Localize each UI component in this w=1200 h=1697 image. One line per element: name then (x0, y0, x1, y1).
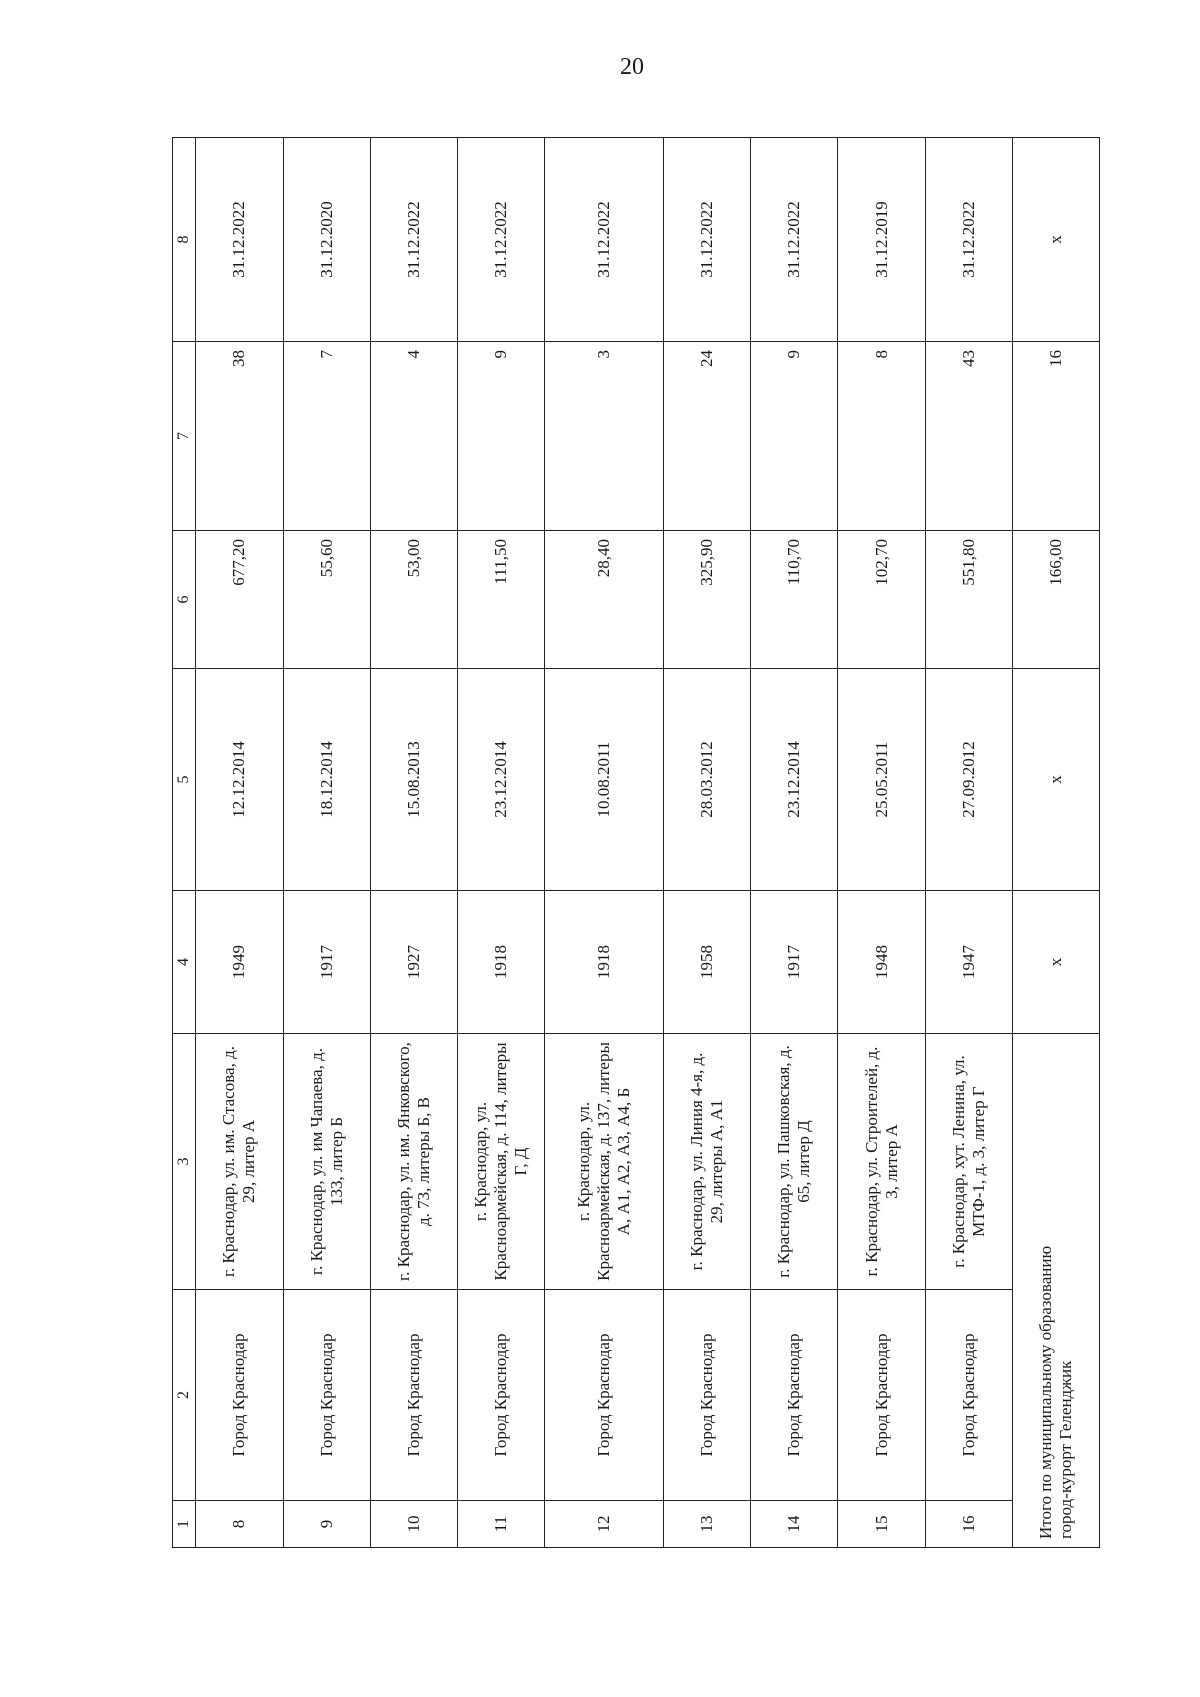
area-cell: 55,60 (283, 531, 370, 669)
table-row (751, 138, 838, 1548)
municipality-cell: Город Краснодар (283, 1290, 370, 1501)
total-deadline: x (1012, 138, 1099, 342)
area-cell: 102,70 (838, 531, 925, 669)
address-cell: г. Краснодар, ул. Красноармейская, д. 137, литеры А, А1, А2, А3, А4, Б (545, 1034, 664, 1290)
rotated-content (172, 138, 1100, 1548)
area-cell: 28,40 (545, 531, 664, 669)
count-cell: 3 (545, 342, 664, 531)
year-cell: 1927 (370, 891, 457, 1034)
deadline-cell: 31.12.2019 (838, 138, 925, 342)
area-cell: 677,20 (196, 531, 283, 669)
count-cell: 4 (370, 342, 457, 531)
date-cell: 25.05.2011 (838, 669, 925, 891)
column-number: 3 (173, 1034, 196, 1290)
row-number: 16 (925, 1501, 1012, 1548)
deadline-cell: 31.12.2022 (457, 138, 544, 342)
rotated-table-container (172, 138, 1100, 1548)
count-cell: 7 (283, 342, 370, 531)
column-number: 4 (173, 891, 196, 1034)
column-number: 5 (173, 669, 196, 891)
year-cell: 1917 (751, 891, 838, 1034)
municipality-cell: Город Краснодар (751, 1290, 838, 1501)
address-cell: г. Краснодар, ул. Красноармейская, д. 114, литеры Г, Д (457, 1034, 544, 1290)
table-row (838, 138, 925, 1548)
count-cell: 38 (196, 342, 283, 531)
address-cell: г. Краснодар, ул. Строителей, д. 3, литер А (838, 1034, 925, 1290)
total-year: x (1012, 891, 1099, 1034)
address-cell: г. Краснодар, ул. им. Стасова, д. 29, литер А (196, 1034, 283, 1290)
date-cell: 23.12.2014 (751, 669, 838, 891)
municipality-cell: Город Краснодар (664, 1290, 751, 1501)
date-cell: 27.09.2012 (925, 669, 1012, 891)
row-number: 14 (751, 1501, 838, 1548)
total-count: 16 (1012, 342, 1099, 531)
date-cell: 23.12.2014 (457, 669, 544, 891)
area-cell: 325,90 (664, 531, 751, 669)
row-number: 11 (457, 1501, 544, 1548)
area-cell: 551,80 (925, 531, 1012, 669)
column-number: 6 (173, 531, 196, 669)
municipality-cell: Город Краснодар (457, 1290, 544, 1501)
count-cell: 8 (838, 342, 925, 531)
municipality-cell: Город Краснодар (925, 1290, 1012, 1501)
deadline-cell: 31.12.2022 (196, 138, 283, 342)
row-number: 13 (664, 1501, 751, 1548)
table-row (283, 138, 370, 1548)
address-cell: г. Краснодар, ул. Линия 4-я, д. 29, литеры А, А1 (664, 1034, 751, 1290)
total-label-line2: город-курорт Геленджик (1055, 1360, 1075, 1539)
deadline-cell: 31.12.2020 (283, 138, 370, 342)
column-number: 1 (173, 1501, 196, 1548)
address-cell: г. Краснодар, ул. им Чапаева, д. 133, литер Б (283, 1034, 370, 1290)
date-cell: 10.08.2011 (545, 669, 664, 891)
column-number: 8 (173, 138, 196, 342)
table-row (925, 138, 1012, 1548)
total-date: x (1012, 669, 1099, 891)
year-cell: 1958 (664, 891, 751, 1034)
row-number: 12 (545, 1501, 664, 1548)
municipality-cell: Город Краснодар (838, 1290, 925, 1501)
total-label (1012, 1034, 1099, 1548)
deadline-cell: 31.12.2022 (751, 138, 838, 342)
year-cell: 1947 (925, 891, 1012, 1034)
table-row (196, 138, 283, 1548)
total-label-line1: Итого по муниципальному образованию (1035, 1245, 1055, 1539)
table-row (457, 138, 544, 1548)
area-cell: 111,50 (457, 531, 544, 669)
deadline-cell: 31.12.2022 (545, 138, 664, 342)
date-cell: 28.03.2012 (664, 669, 751, 891)
column-number: 2 (173, 1290, 196, 1501)
deadline-cell: 31.12.2022 (925, 138, 1012, 342)
column-number: 7 (173, 342, 196, 531)
area-cell: 110,70 (751, 531, 838, 669)
page-number: 20 (620, 54, 644, 80)
table-row (370, 138, 457, 1548)
year-cell: 1948 (838, 891, 925, 1034)
housing-register-table (172, 137, 1100, 1548)
row-number: 10 (370, 1501, 457, 1548)
year-cell: 1918 (457, 891, 544, 1034)
year-cell: 1918 (545, 891, 664, 1034)
municipality-cell: Город Краснодар (196, 1290, 283, 1501)
count-cell: 9 (751, 342, 838, 531)
address-cell: г. Краснодар, ул. Пашковская, д. 65, литер Д (751, 1034, 838, 1290)
deadline-cell: 31.12.2022 (664, 138, 751, 342)
table-row (545, 138, 664, 1548)
total-row (1012, 138, 1099, 1548)
year-cell: 1917 (283, 891, 370, 1034)
column-number-row (173, 138, 196, 1548)
total-area: 166,00 (1012, 531, 1099, 669)
date-cell: 18.12.2014 (283, 669, 370, 891)
count-cell: 43 (925, 342, 1012, 531)
area-cell: 53,00 (370, 531, 457, 669)
address-cell: г. Краснодар, хут. Ленина, ул. МТФ-1, д. 3, литер Г (925, 1034, 1012, 1290)
row-number: 9 (283, 1501, 370, 1548)
count-cell: 9 (457, 342, 544, 531)
table-body (173, 138, 1100, 1548)
deadline-cell: 31.12.2022 (370, 138, 457, 342)
address-cell: г. Краснодар, ул. им. Янковского, д. 73, литеры Б, В (370, 1034, 457, 1290)
table-row (664, 138, 751, 1548)
date-cell: 15.08.2013 (370, 669, 457, 891)
row-number: 15 (838, 1501, 925, 1548)
date-cell: 12.12.2014 (196, 669, 283, 891)
year-cell: 1949 (196, 891, 283, 1034)
row-number: 8 (196, 1501, 283, 1548)
count-cell: 24 (664, 342, 751, 531)
municipality-cell: Город Краснодар (545, 1290, 664, 1501)
municipality-cell: Город Краснодар (370, 1290, 457, 1501)
